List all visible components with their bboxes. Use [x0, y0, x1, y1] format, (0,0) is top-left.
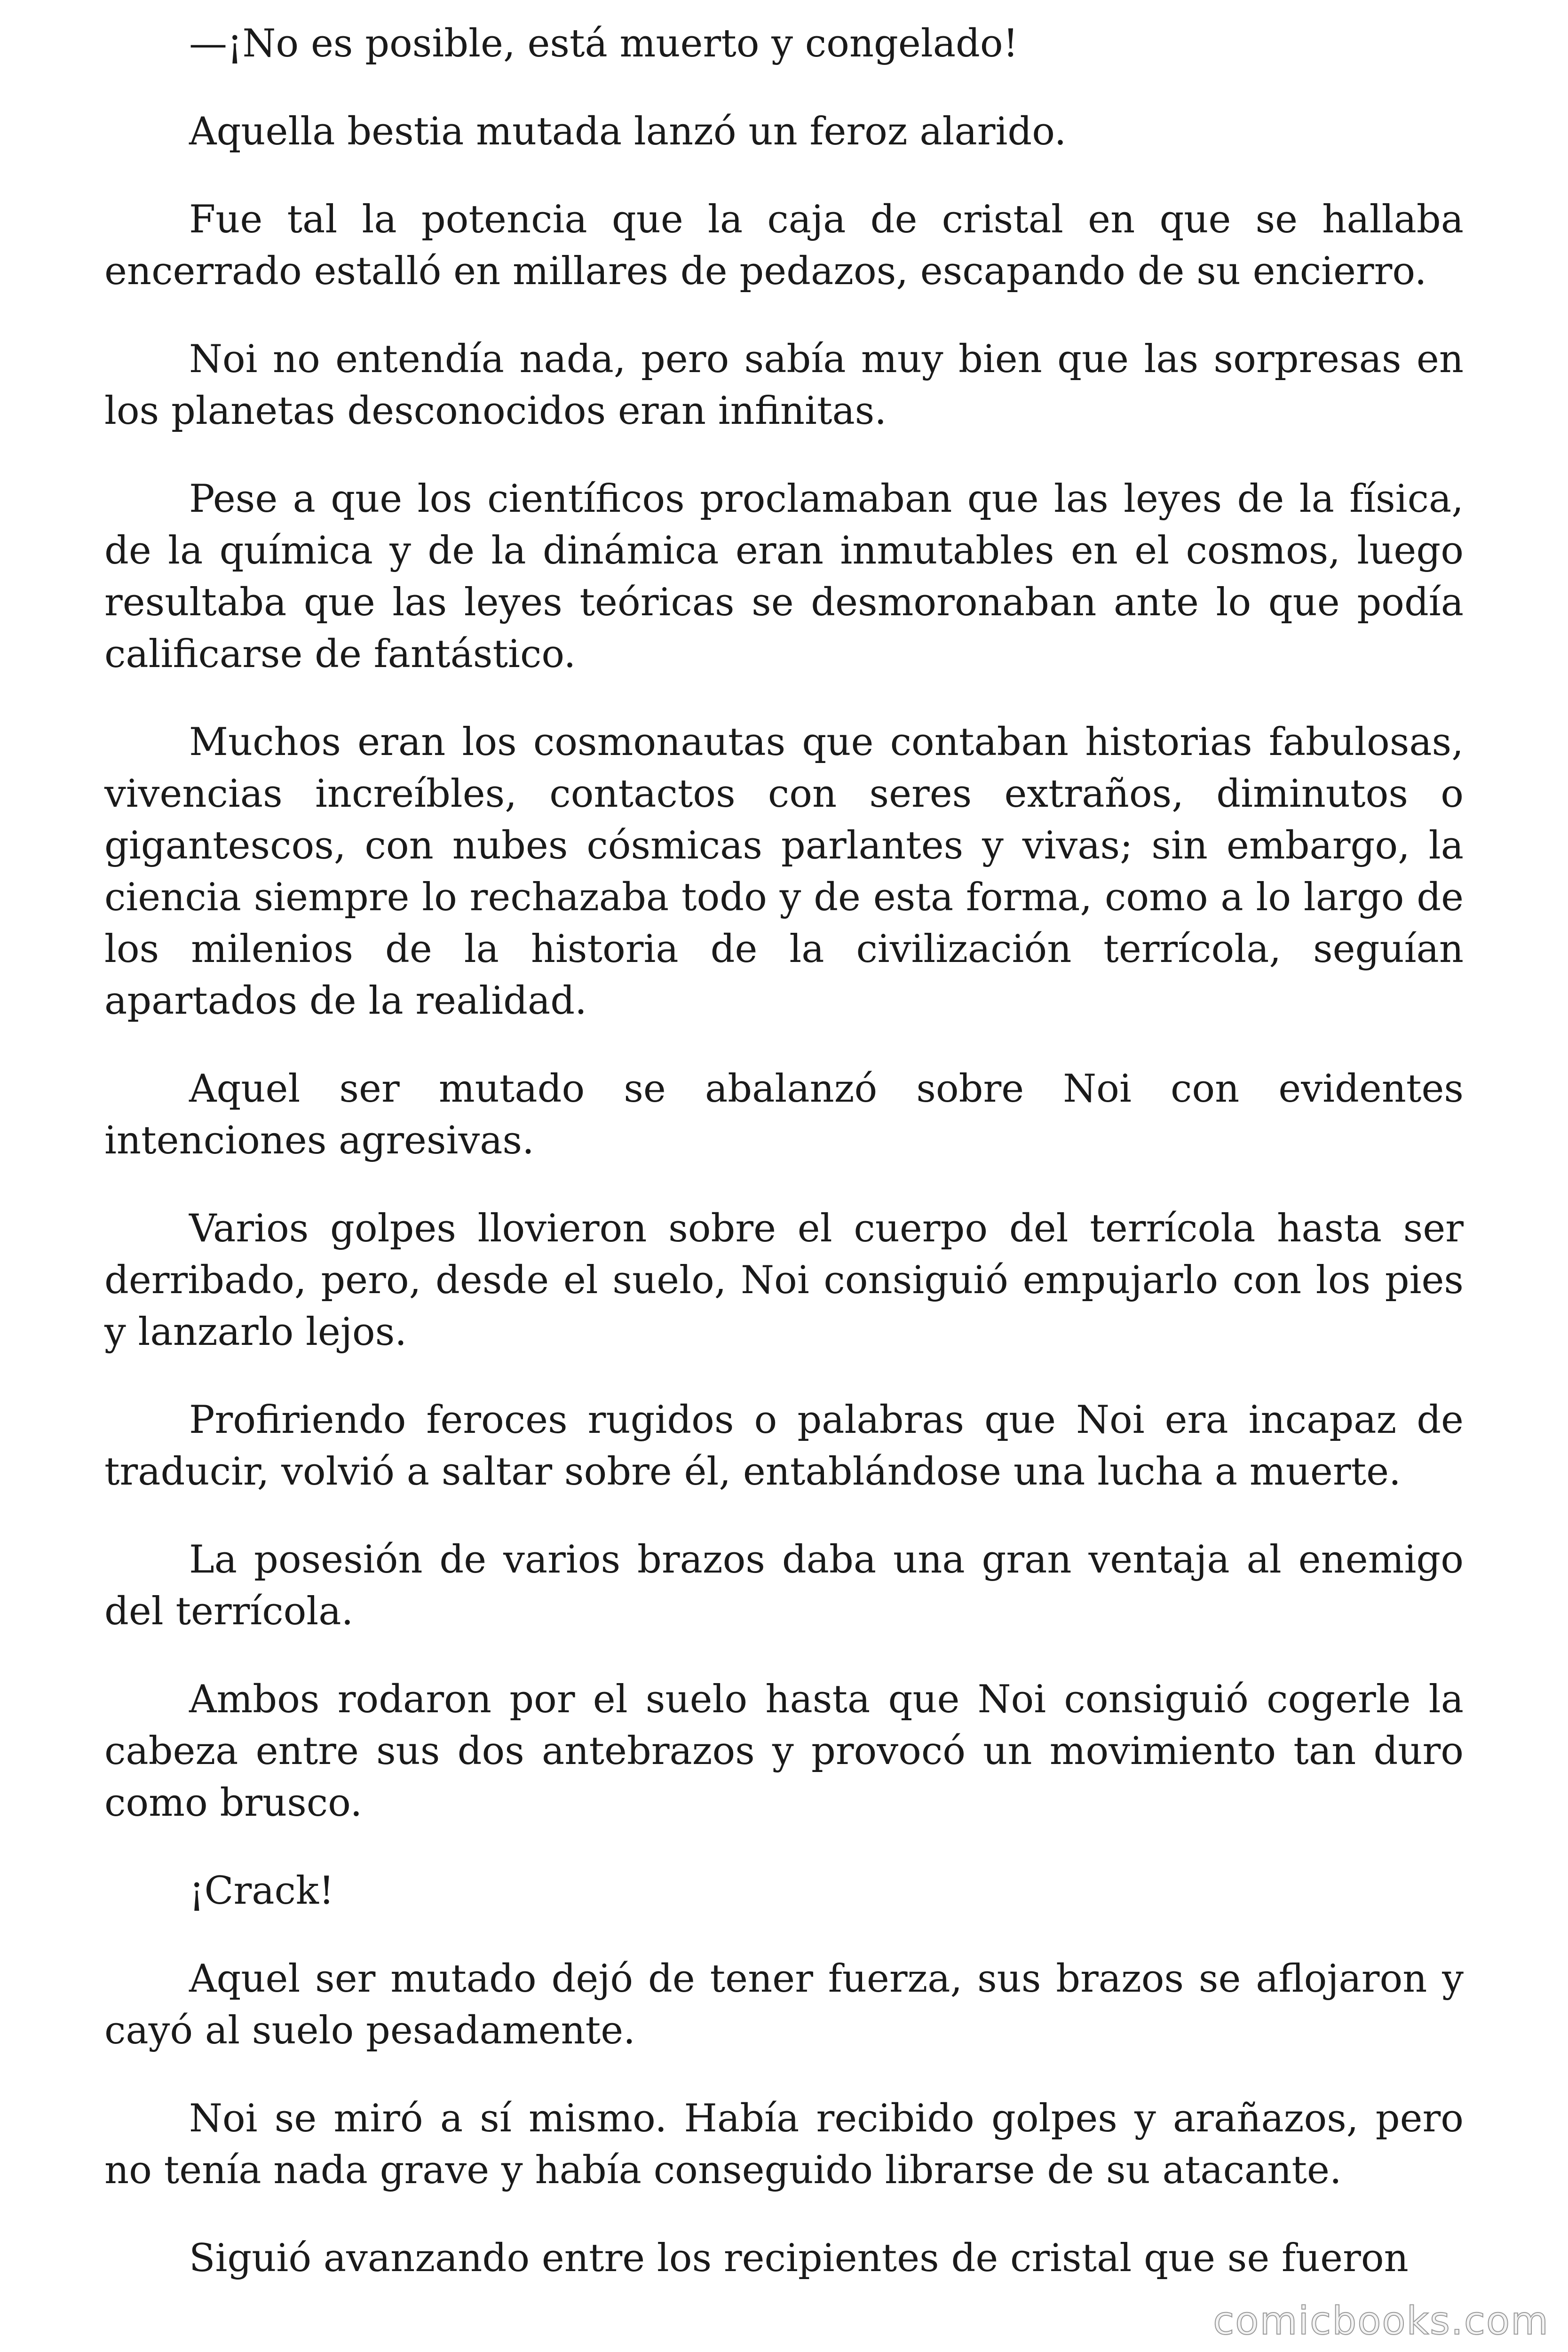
body-text	[104, 18, 1464, 2320]
watermark-logo: comicbooks.com	[1213, 2299, 1549, 2344]
paragraph-12: ¡Crack!	[189, 1869, 334, 1913]
paragraph-13: Aquel ser mutado dejó de tener fuerza, sus brazos se aflojaron y cayó al suelo pesadamente.	[104, 1957, 1464, 2053]
paragraph-6: Muchos eran los cosmonautas que contaban historias fabulosas, vivencias increíbles, contactos con seres extraños, diminutos o gigantescos, con nubes cósmicas parlantes y vivas; sin embargo, la ciencia siempre lo rechazaba todo y de esta forma, como a lo largo de los milenios de la historia de la civilización terrícola, seguían apartados de la realidad.	[104, 720, 1464, 1023]
paragraph-7: Aquel ser mutado se abalanzó sobre Noi con evidentes intenciones agresivas.	[104, 1067, 1464, 1163]
paragraph-10: La posesión de varios brazos daba una gran ventaja al enemigo del terrícola.	[104, 1538, 1464, 1634]
paragraph-9: Profiriendo feroces rugidos o palabras que Noi era incapaz de traducir, volvió a saltar sobre él, entablándose una lucha a muerte.	[104, 1398, 1464, 1494]
paragraph-14: Noi se miró a sí mismo. Había recibido golpes y arañazos, pero no tenía nada grave y había conseguido librarse de su atacante.	[104, 2097, 1464, 2193]
paragraph-4: Noi no entendía nada, pero sabía muy bien que las sorpresas en los planetas desconocidos eran infinitas.	[104, 337, 1464, 433]
paragraph-1: —¡No es posible, está muerto y congelado!	[189, 22, 1019, 66]
paragraph-11: Ambos rodaron por el suelo hasta que Noi consiguió cogerle la cabeza entre sus dos antebrazos y provocó un movimiento tan duro como brusco.	[104, 1677, 1464, 1825]
paragraph-5: Pese a que los científicos proclamaban que las leyes de la física, de la química y de la dinámica eran inmutables en el cosmos, luego resultaba que las leyes teóricas se desmoronaban ante lo que podía calificarse de fantástico.	[104, 477, 1464, 676]
paragraph-15: Siguió avanzando entre los recipientes de cristal que se fueron	[189, 2236, 1409, 2280]
paragraph-3: Fue tal la potencia que la caja de cristal en que se hallaba encerrado estalló en millares de pedazos, escapando de su encierro.	[104, 198, 1464, 294]
paragraph-2: Aquella bestia mutada lanzó un feroz alarido.	[189, 110, 1067, 154]
paragraph-8: Varios golpes llovieron sobre el cuerpo del terrícola hasta ser derribado, pero, desde el suelo, Noi consiguió empujarlo con los pies y lanzarlo lejos.	[104, 1207, 1464, 1354]
